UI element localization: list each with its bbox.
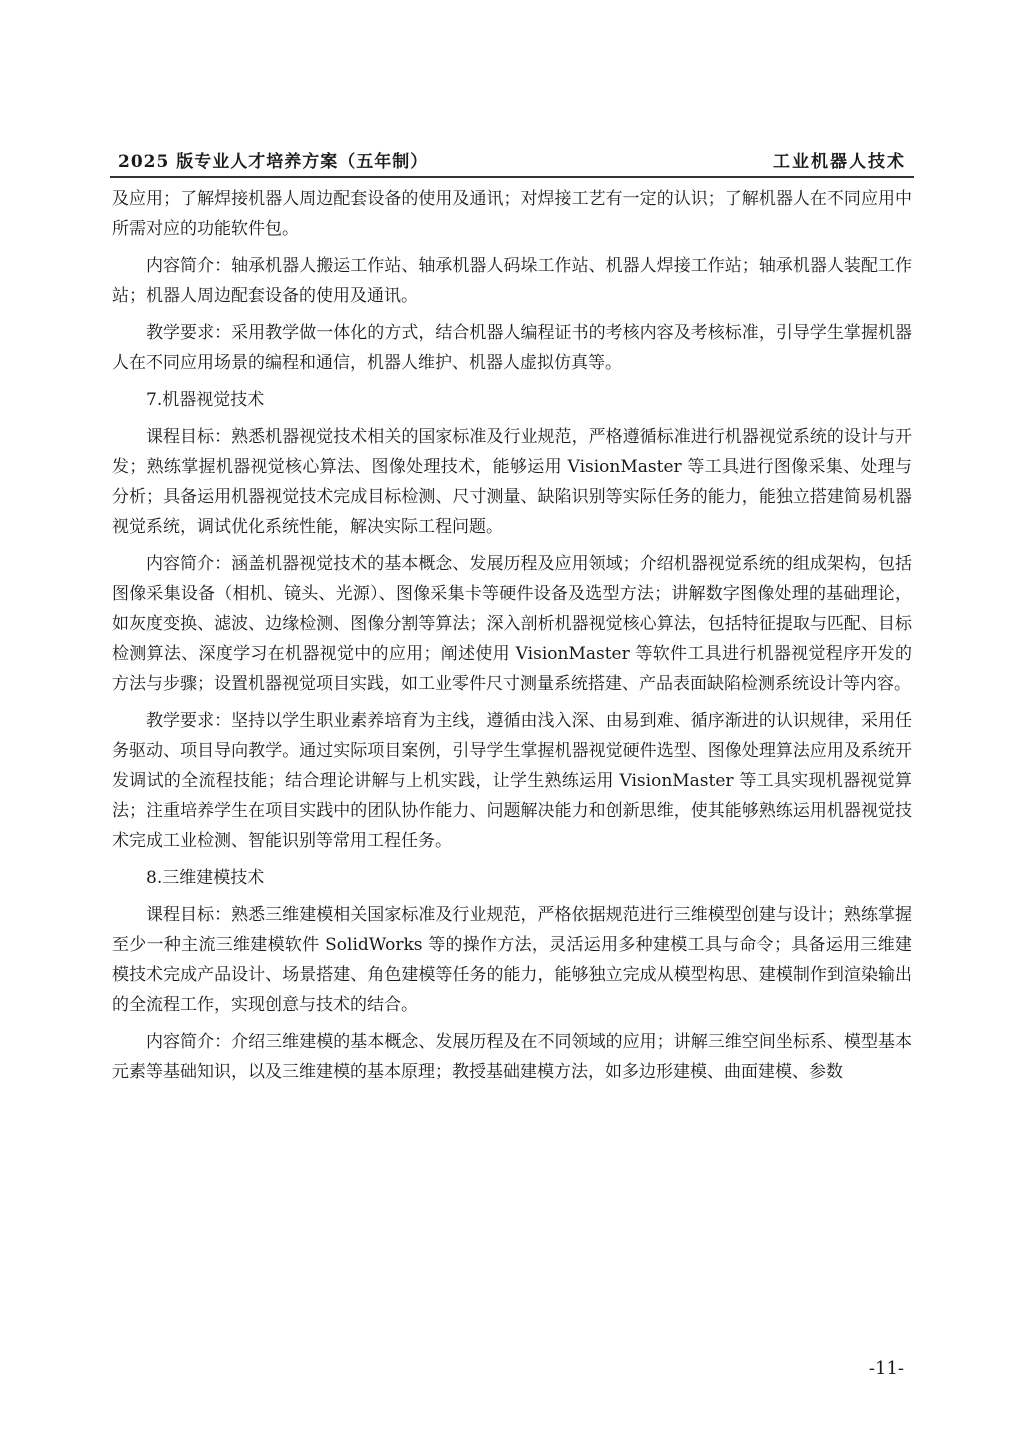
paragraph-content-intro: 内容简介：涵盖机器视觉技术的基本概念、发展历程及应用领域；介绍机器视觉系统的组成架构，包括图像采集设备（相机、镜头、光源）、图像采集卡等硬件设备及选型方法；讲解数字图像处理的基础理论，如灰度变换、滤波、边缘检测、图像分割等算法；深入剖析机器视觉核心算法，包括特征提取与匹配、目标检测算法、深度学习在机器视觉中的应用；阐述使用 VisionMaster 等软件工具进行机器视觉程序开发的方法与步骤；设置机器视觉项目实践，如工业零件尺寸测量系统搭建、产品表面缺陷检测系统设计等内容。	[112, 554, 912, 694]
paragraph-teaching-requirements: 教学要求：采用教学做一体化的方式，结合机器人编程证书的考核内容及考核标准，引导学生掌握机器人在不同应用场景的编程和通信，机器人维护、机器人虚拟仿真等。	[112, 323, 912, 373]
paragraph-content-intro: 内容简介：介绍三维建模的基本概念、发展历程及在不同领域的应用；讲解三维空间坐标系、模型基本元素等基础知识，以及三维建模的基本原理；教授基础建模方法，如多边形建模、曲面建模、参数	[112, 1032, 912, 1082]
paragraph-content-intro: 内容简介：轴承机器人搬运工作站、轴承机器人码垛工作站、机器人焊接工作站；轴承机器人装配工作站；机器人周边配套设备的使用及通讯。	[112, 256, 912, 306]
section-heading-machine-vision: 7.机器视觉技术	[146, 390, 265, 410]
paragraph-course-objectives: 课程目标：熟悉三维建模相关国家标准及行业规范，严格依据规范进行三维模型创建与设计；熟练掌握至少一种主流三维建模软件 SolidWorks 等的操作方法，灵活运用多种建模工具与命令；具备运用三维建模技术完成产品设计、场景搭建、角色建模等任务的能力，能够独立完成从模型构思、建模制作到渲染输出的全流程工作，实现创意与技术的结合。	[112, 905, 912, 1015]
paragraph-teaching-requirements: 教学要求：坚持以学生职业素养培育为主线，遵循由浅入深、由易到难、循序渐进的认识规律，采用任务驱动、项目导向教学。通过实际项目案例，引导学生掌握机器视觉硬件选型、图像处理算法应用及系统开发调试的全流程技能；结合理论讲解与上机实践，让学生熟练运用 VisionMaster 等工具实现机器视觉算法；注重培养学生在项目实践中的团队协作能力、问题解决能力和创新思维，使其能够熟练运用机器视觉技术完成工业检测、智能识别等常用工程任务。	[112, 711, 912, 851]
paragraph-course-objectives: 课程目标：熟悉机器视觉技术相关的国家标准及行业规范，严格遵循标准进行机器视觉系统的设计与开发；熟练掌握机器视觉核心算法、图像处理技术，能够运用 VisionMaster 等工具进行图像采集、处理与分析；具备运用机器视觉技术完成目标检测、尺寸测量、缺陷识别等实际任务的能力，能独立搭建简易机器视觉系统，调试优化系统性能，解决实际工程问题。	[112, 427, 912, 537]
major-name: 工业机器人技术	[773, 152, 906, 172]
header-divider	[110, 176, 914, 178]
paragraph-continued: 及应用；了解焊接机器人周边配套设备的使用及通讯；对焊接工艺有一定的认识；了解机器人在不同应用中所需对应的功能软件包。	[112, 189, 912, 239]
page-number: -11-	[868, 1358, 904, 1379]
page-body	[112, 184, 912, 1094]
section-heading-3d-modeling: 8.三维建模技术	[146, 868, 265, 888]
document-title: 2025 版专业人才培养方案（五年制）	[118, 152, 429, 172]
page-header	[112, 143, 912, 173]
